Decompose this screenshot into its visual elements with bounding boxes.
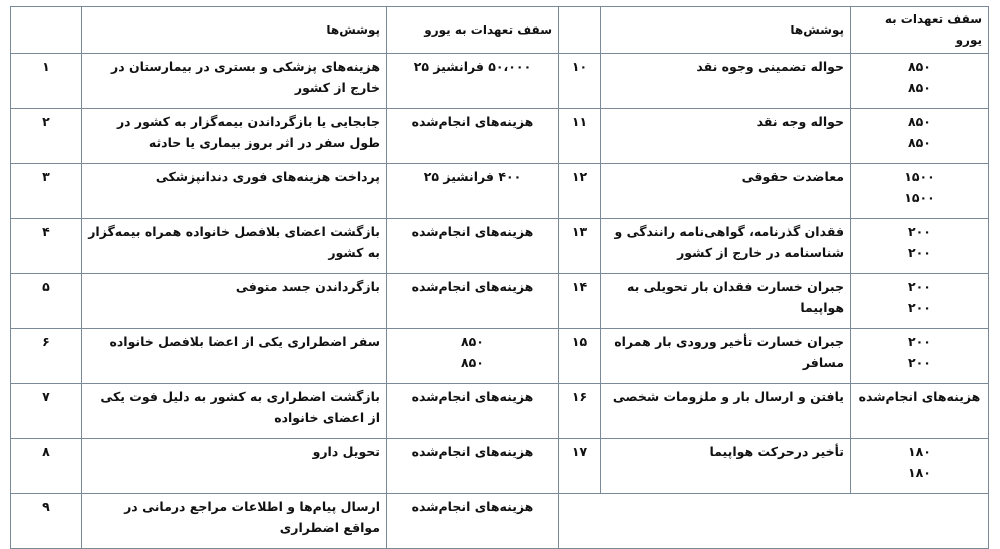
limit-cell <box>851 439 989 494</box>
table-row <box>11 274 989 329</box>
limit-value: ۲۰۰ <box>908 300 931 315</box>
limit-value: ۲۰۰ <box>908 355 931 370</box>
limit-value: هزینه‌های انجام‌شده <box>858 389 981 404</box>
header-coverage-left: پوشش‌ها <box>82 7 387 54</box>
coverage-cell: سفر اضطراری یکی از اعضا بلافصل خانواده <box>82 329 387 384</box>
coverage-cell: ارسال پیام‌ها و اطلاعات مراجع درمانی در مواقع اضطراری <box>82 494 387 549</box>
header-coverage-right: پوشش‌ها <box>601 7 851 54</box>
coverage-table <box>10 6 989 549</box>
coverage-cell: هزینه‌های پزشکی و بستری در بیمارستان در خارج از کشور <box>82 54 387 109</box>
limit-value: ۲۰۰ <box>908 279 931 294</box>
coverage-cell: یافتن و ارسال بار و ملزومات شخصی <box>601 384 851 439</box>
limit-value: ۸۵۰ <box>908 59 931 74</box>
coverage-cell: حواله تضمینی وجوه نقد <box>601 54 851 109</box>
header-num-left <box>11 7 82 54</box>
coverage-cell: تحویل دارو <box>82 439 387 494</box>
limit-cell: هزینه‌های انجام‌شده <box>387 219 559 274</box>
limit-cell <box>851 384 989 439</box>
table-row <box>11 54 989 109</box>
coverage-cell: پرداخت هزینه‌های فوری دندانپزشکی <box>82 164 387 219</box>
coverage-cell: معاضدت حقوقی <box>601 164 851 219</box>
coverage-cell: فقدان گذرنامه، گواهی‌نامه رانندگی و شناسنامه در خارج از کشور <box>601 219 851 274</box>
limit-value: ۸۵۰ <box>908 135 931 150</box>
limit-value: ۲۰۰ <box>908 334 931 349</box>
row-number: ۱۲ <box>559 164 601 219</box>
coverage-cell: بازگرداندن جسد متوفی <box>82 274 387 329</box>
coverage-cell: حواله وجه نقد <box>601 109 851 164</box>
limit-cell <box>851 54 989 109</box>
row-number: ۱۱ <box>559 109 601 164</box>
row-number: ۱ <box>11 54 82 109</box>
row-number: ۱۷ <box>559 439 601 494</box>
limit-cell: هزینه‌های انجام‌شده <box>387 494 559 549</box>
header-limit-left: سقف تعهدات به یورو <box>387 7 559 54</box>
limit-value: ۸۵۰ <box>908 80 931 95</box>
limit-cell <box>851 274 989 329</box>
coverage-cell: تأخیر درحرکت هواپیما <box>601 439 851 494</box>
limit-value: ۲۰۰ <box>908 245 931 260</box>
limit-value: ۱۸۰ <box>908 465 931 480</box>
limit-value: ۲۰۰ <box>908 224 931 239</box>
header-limit-right: سقف تعهدات به یورو <box>851 7 989 54</box>
limit-cell: ۴۰۰ فرانشیز ۲۵ <box>387 164 559 219</box>
row-number: ۶ <box>11 329 82 384</box>
coverage-cell: بازگشت اضطراری به کشور به دلیل فوت یکی از اعضای خانواده <box>82 384 387 439</box>
limit-value: ۱۵۰۰ <box>904 190 935 205</box>
row-number: ۴ <box>11 219 82 274</box>
row-number: ۹ <box>11 494 82 549</box>
limit-cell <box>851 164 989 219</box>
table-row <box>11 439 989 494</box>
coverage-cell: بازگشت اعضای بلافصل خانواده همراه بیمه‌گزار به کشور <box>82 219 387 274</box>
table-row <box>11 164 989 219</box>
limit-value: ۱۵۰۰ <box>904 169 935 184</box>
coverage-cell: جبران خسارت تأخیر ورودی بار همراه مسافر <box>601 329 851 384</box>
limit-cell <box>851 219 989 274</box>
row-number: ۱۴ <box>559 274 601 329</box>
limit-cell: هزینه‌های انجام‌شده <box>387 439 559 494</box>
row-number: ۵ <box>11 274 82 329</box>
table-row <box>11 494 989 549</box>
table-row <box>11 109 989 164</box>
row-number: ۱۵ <box>559 329 601 384</box>
row-number: ۸ <box>11 439 82 494</box>
table-row <box>11 329 989 384</box>
limit-cell <box>851 109 989 164</box>
header-num-right <box>559 7 601 54</box>
row-number: ۱۳ <box>559 219 601 274</box>
limit-cell <box>387 329 559 384</box>
limit-value: ۸۵۰ <box>461 334 484 349</box>
row-number: ۷ <box>11 384 82 439</box>
limit-value: ۱۸۰ <box>908 444 931 459</box>
header-row <box>11 7 989 54</box>
table-row <box>11 219 989 274</box>
row-number: ۳ <box>11 164 82 219</box>
row-number: ۲ <box>11 109 82 164</box>
limit-cell <box>851 329 989 384</box>
limit-value: ۸۵۰ <box>461 355 484 370</box>
table-row <box>11 384 989 439</box>
limit-value: ۸۵۰ <box>908 114 931 129</box>
limit-cell: هزینه‌های انجام‌شده <box>387 274 559 329</box>
limit-cell: هزینه‌های انجام‌شده <box>387 384 559 439</box>
coverage-cell: جابجایی یا بازگرداندن بیمه‌گزار به کشور در طول سفر در اثر بروز بیماری یا حادثه <box>82 109 387 164</box>
coverage-cell: جبران خسارت فقدان بار تحویلی به هواپیما <box>601 274 851 329</box>
empty-cell <box>559 494 989 549</box>
limit-cell: ۵۰،۰۰۰ فرانشیز ۲۵ <box>387 54 559 109</box>
row-number: ۱۶ <box>559 384 601 439</box>
limit-cell: هزینه‌های انجام‌شده <box>387 109 559 164</box>
row-number: ۱۰ <box>559 54 601 109</box>
